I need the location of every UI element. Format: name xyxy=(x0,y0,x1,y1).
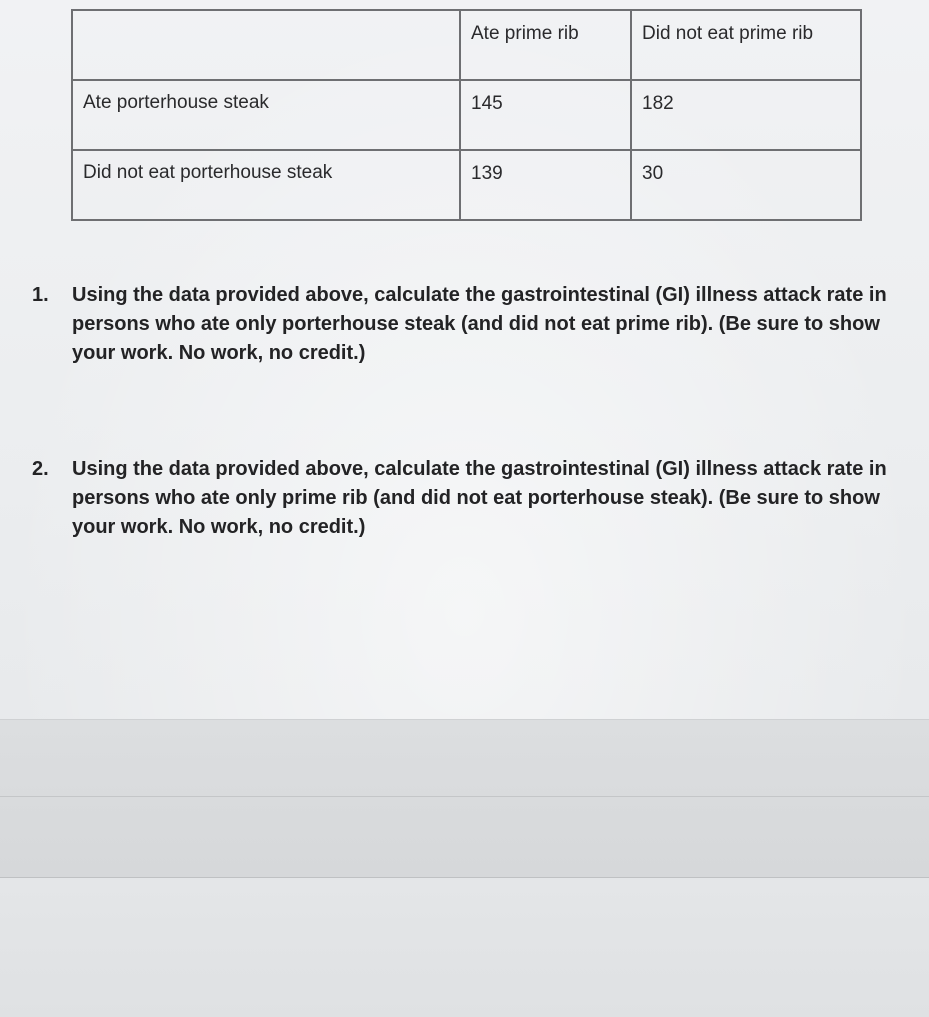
question-text: Using the data provided above, calculate the gastrointestinal (GI) illness attack rate in persons who ate only prime rib (and did not eat porterhouse steak). (Be sure to show your work. No work, no credit.) xyxy=(72,458,887,538)
table-row xyxy=(72,150,861,220)
cell-did-not-eat-porterhouse-did-not-eat-prime-rib: 30 xyxy=(631,150,861,220)
table-header-row xyxy=(72,10,861,80)
row-label-did-not-eat-porterhouse: Did not eat porterhouse steak xyxy=(72,150,460,220)
cell-ate-porterhouse-did-not-eat-prime-rib: 182 xyxy=(631,80,861,150)
question-item xyxy=(32,281,902,368)
cell-ate-porterhouse-ate-prime-rib: 145 xyxy=(460,80,631,150)
question-list xyxy=(32,281,902,542)
divider-line xyxy=(0,796,929,797)
question-text: Using the data provided above, calculate the gastrointestinal (GI) illness attack rate in persons who ate only porterhouse steak (and did not eat prime rib). (Be sure to show your work. No work, no credit.) xyxy=(72,284,887,364)
table-corner-cell xyxy=(72,10,460,80)
column-header-ate-prime-rib: Ate prime rib xyxy=(460,10,631,80)
two-by-two-table xyxy=(71,9,862,221)
lower-page-area xyxy=(0,878,929,1017)
question-number: 2. xyxy=(32,458,49,480)
column-header-did-not-eat-prime-rib: Did not eat prime rib xyxy=(631,10,861,80)
answer-area-band xyxy=(0,719,929,877)
table-row xyxy=(72,80,861,150)
cell-did-not-eat-porterhouse-ate-prime-rib: 139 xyxy=(460,150,631,220)
question-number: 1. xyxy=(32,284,49,306)
row-label-ate-porterhouse: Ate porterhouse steak xyxy=(72,80,460,150)
question-item xyxy=(32,455,902,542)
